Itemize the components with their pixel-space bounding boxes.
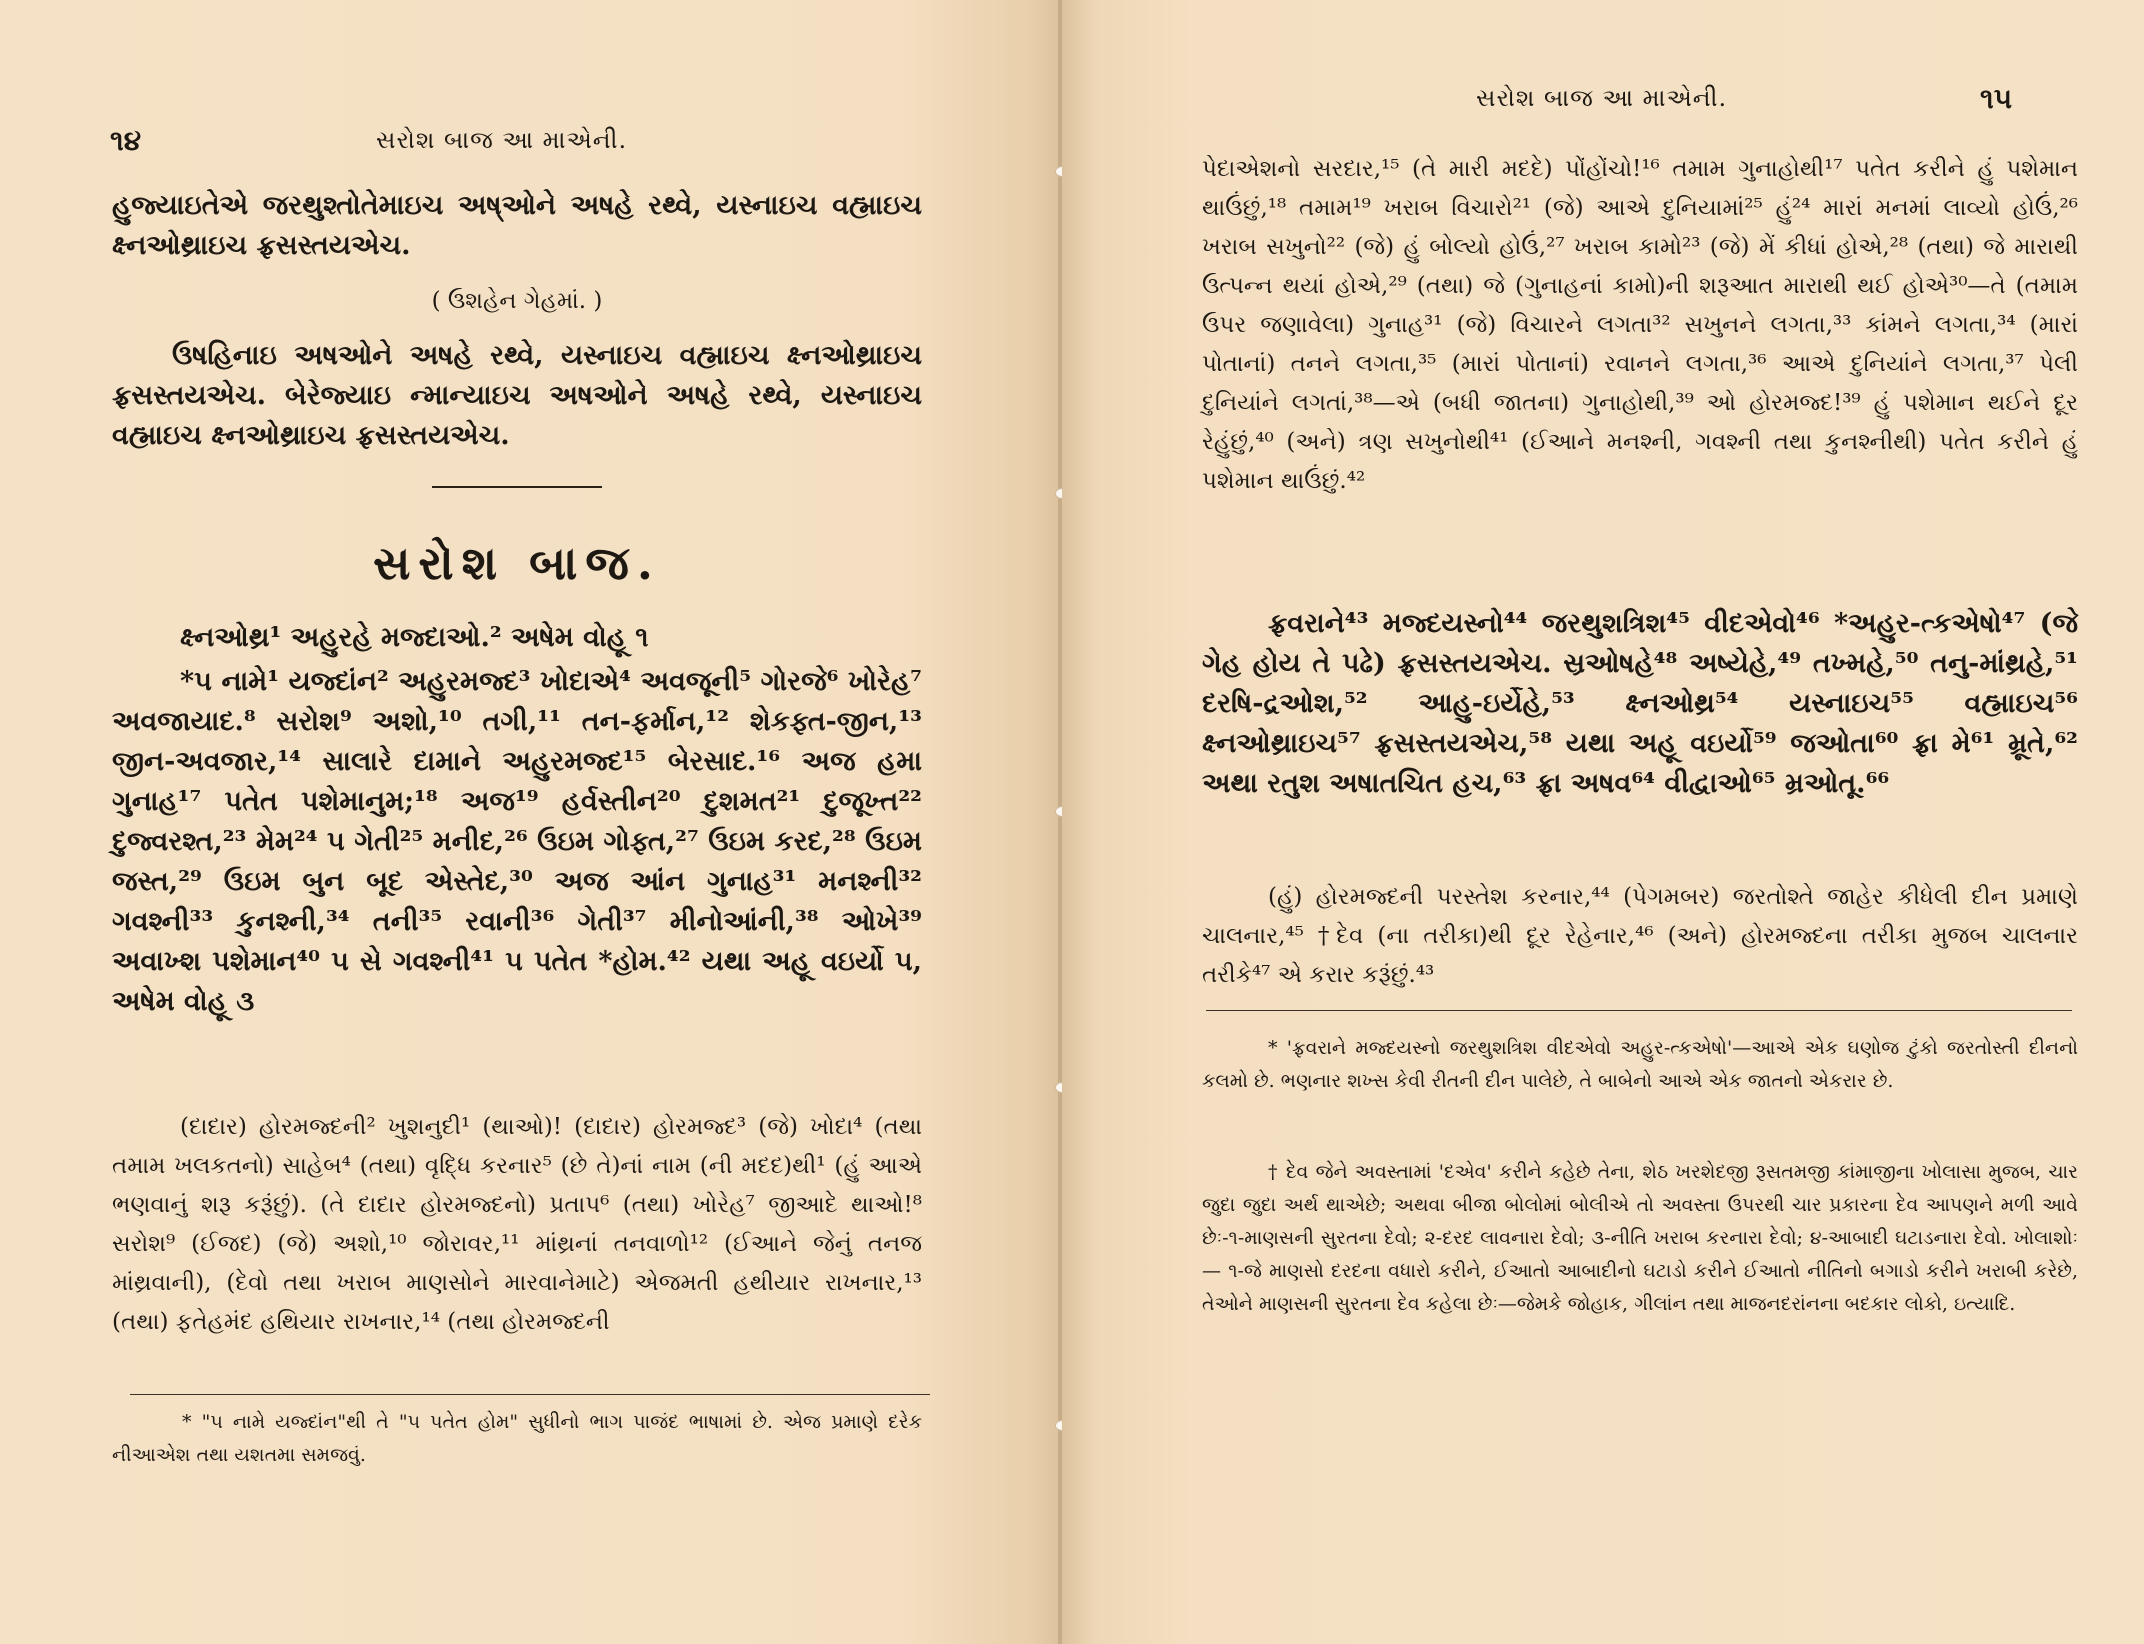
- footnote: * 'ફ્રવરાને મજ્દયસ્નો જરથુશત્રિશ વીદએવો અહુર-ત્કએષો'—આએ એક ઘણોજ ટુંકો જરતોસ્તી દીનનો કલમો છે. ભણનાર શખ્સ કેવી રીતની દીન પાલેછે, તે બાબેનો આએ એક જાતનો એકરાર છે.: [1202, 1037, 2078, 1092]
- section-title: સરોશ બાજ.: [373, 536, 661, 590]
- footnote: * "૫ નામે યજ્દાંન"થી તે "૫ પતેત હોમ" સુધીનો ભાગ પાજંદ ભાષામાં છે. એજ પ્રમાણે દરેક નીઆએશ તથા યશતમા સમજવું.: [112, 1411, 922, 1466]
- gujarati-translation: પેદાએશનો સરદાર,¹⁵ (તે મારી મદદે) પોંહોંચો!¹⁶ તમામ ગુનાહોથી¹⁷ પતેત કરીને હું પશેમાન થાઉંછું,¹⁸ તમામ¹⁹ ખરાબ વિચારો²¹ (જે) આએ દુનિયામાં²⁵ હું²⁴ મારાં મનમાં લાવ્યો હોઉં,²⁶ ખરાબ સખુનો²² (જે) હું બોલ્યો હોઉં,²⁷ ખરાબ કામો²³ (જે) મેં કીધાં હોએ,²⁸ (તથા) જે મારાથી ઉત્પન્ન થયાં હોએ,²⁹ (તથા) જે (ગુનાહનાં કામો)ની શરૂઆત મારાથી થઈ હોએ³⁰—તે (તમામ ઉપર જણાવેલા) ગુનાહ³¹ (જે) વિચારને લગતા³² સખુનને લગતા,³³ કાંમને લગતા,³⁴ (મારાં પોતાનાં) તનને લગતા,³⁵ (મારાં પોતાનાં) રવાનને લગતા,³⁶ આએ દુનિયાંને લગતા,³⁷ પેલી દુનિયાંને લગતાં,³⁸—એ (બધી જાતના) ગુનાહોથી,³⁹ ઓ હોરમજ્દ!³⁹ હું પશેમાન થઈને દૂર રેહુંછું,⁴⁰ (અને) ત્રણ સખુનોથી⁴¹ (ઈઆને મનશ્ની, ગવશ્ની તથા કુનશ્નીથી) પતેત કરીને હું પશેમાન થાઉંછું.⁴²: [1202, 156, 2078, 494]
- footnote: † દેવ જેને અવસ્તામાં 'દએવ' કરીને કહેછે તેના, શેઠ ખરશેદજી રૂસતમજી કાંમાજીના ખોલાસા મુજબ, ચાર જુદા જુદા અર્થ થાએછે; અથવા બીજા બોલોમાં બોલીએ તો અવસ્તા ઉપરથી ચાર પ્રકારના દેવ આપણને મળી આવે છેઃ-૧-માણસની સુરતના દેવો; ૨-દરદ લાવનારા દેવો; ૩-નીતિ ખરાબ કરનારા દેવો; ૪-આબાદી ઘટાડનારા દેવો. ખોલાશોઃ— ૧-જે માણસો દરદના વધારો કરીને, ઈઆતો આબાદીનો ઘટાડો કરીને ઈઆતો નીતિનો બગાડો કરીને ખરાબી કરેછે, તેઓને માણસની સુરતના દેવ કહેલા છેઃ—જેમકે જોહાક, ગીલાંન તથા માજનદરાંનના બદકાર લોકો, ઇત્યાદિ.: [1202, 1161, 2078, 1315]
- section-divider: [432, 486, 602, 488]
- left-page: [0, 0, 1060, 1644]
- page-number: ૧૪: [110, 124, 142, 157]
- footnote-divider: [130, 1394, 930, 1395]
- ashem-line: ક્ષ્નઓથ્ર¹ અહુરહે મજ્દાઓ.² અષેમ વોહૂ ૧: [180, 622, 649, 653]
- footnote-divider: [1206, 1010, 2072, 1011]
- gah-heading: ( ઉશહેન ગેહમાં. ): [431, 288, 603, 314]
- avesta-paragraph: ફ્રવરાને⁴³ મજ્દયસ્નો⁴⁴ જરથુશત્રિશ⁴⁵ વીદએવો⁴⁶ *અહુર-ત્કએષો⁴⁷ (જે ગેહ હોય તે પઢે) ફ્રસસ્તયએચ. સ્રઓષહે⁴⁸ અષ્યેહે,⁴⁹ તખ્મહે,⁵⁰ તનુ-માંથ્રહે,⁵¹ દરષિ-દ્રઓશ,⁵² આહુ-ઇર્યેહે,⁵³ ક્ષ્નઓથ્ર⁵⁴ યસ્નાઇચ⁵⁵ વહ્માઇચ⁵⁶ ક્ષ્નઓથ્રાઇચ⁵⁷ ફ્રસસ્તયએચ,⁵⁸ યથા અહૂ વઇર્યો⁵⁹ જઓતા⁶⁰ ફ્રા મે⁶¹ મ્રૂતે,⁶² અથા રતુશ અષાતચિત હચ,⁶³ ફ્રા અષવ⁶⁴ વીદ્વાઓ⁶⁵ મ્રઓતૂ.⁶⁶: [1202, 608, 2078, 799]
- running-head: સરોશ બાજ આ માએની.: [1476, 84, 1728, 112]
- right-page: [1062, 0, 2144, 1644]
- running-head: સરોશ બાજ આ માએની.: [376, 126, 628, 154]
- gujarati-translation: (દાદાર) હોરમજ્દની² ખુશનુદી¹ (થાઓ)! (દાદાર) હોરમજ્દ³ (જે) ખોદા⁴ (તથા તમામ ખલકતનો) સાહેબ⁴ (તથા) વૃદ્ધિ કરનાર⁵ (છે તે)નાં નામ (ની મદદ)થી¹ (હું આએ ભણવાનું શરૂ કરૂંછું). (તે દાદાર હોરમજ્દનો) પ્રતાપ⁶ (તથા) ખોરેહ⁷ જીઆદે થાઓ!⁸ સરોશ⁹ (ઈજદ) (જે) અશો,¹⁰ જોરાવર,¹¹ માંથ્રનાં તનવાળો¹² (ઈઆને જેનું તનજ માંથ્રવાની), (દેવો તથા ખરાબ માણસોને મારવાનેમાટે) એજમતી હથીયાર રાખનાર,¹³ (તથા) ફતેહમંદ હથિયાર રાખનાર,¹⁴ (તથા હોરમજ્દની: [112, 1114, 922, 1335]
- gujarati-translation: (હું) હોરમજ્દની પરસ્તેશ કરનાર,⁴⁴ (પેગમબર) જરતોશ્તે જાહેર કીધેલી દીન પ્રમાણે ચાલનાર,⁴⁵ †દેવ (ના તરીકા)થી દૂર રેહેનાર,⁴⁶ (અને) હોરમજ્દના તરીકા મુજબ ચાલનાર તરીકે⁴⁷ એ કરાર કરૂંછું.⁴³: [1202, 884, 2078, 988]
- pazand-text: *૫ નામે¹ યજ્દાંન² અહુરમજ્દ³ ખોદાએ⁴ અવજૂની⁵ ગોરજે⁶ ખોરેહ⁷ અવજાયાદ.⁸ સરોશ⁹ અશો,¹⁰ તગી,¹¹ તન-ફર્માન,¹² શેકફ્ત-જીન,¹³ જીન-અવજાર,¹⁴ સાલારે દામાને અહુરમજ્દ¹⁵ બેરસાદ.¹⁶ અજ હમા ગુનાહ¹⁷ પતેત પશેમાનુમ;¹⁸ અજ¹⁹ હર્વસ્તીન²⁰ દુશમત²¹ દુજૂખ્ત²² દુજ્વરશ્ત,²³ મેમ²⁴ ૫ ગેતી²⁵ મનીદ,²⁶ ઉઇમ ગોફ્ત,²⁷ ઉઇમ કરદ,²⁸ ઉઇમ જસ્ત,²⁹ ઉઇમ બુન બૂદ એસ્તેદ,³⁰ અજ આંન ગુનાહ³¹ મનશ્ની³² ગવશ્ની³³ કુનશ્ની,³⁴ તની³⁵ રવાની³⁶ ગેતી³⁷ મીનોઆંની,³⁸ ઓખે³⁹ અવાખ્શ પશેમાન⁴⁰ ૫ સે ગવશ્ની⁴¹ ૫ પતેત *હોમ.⁴² યથા અહૂ વઇર્યો ૫, અષેમ વોહૂ ૩: [112, 666, 922, 1017]
- avesta-paragraph: હુજ્યાઇતેએ જરથુશ્તોતેમાઇચ અષ્ઓને અષહે રથ્વે, યસ્નાઇચ વહ્માઇચ ક્ષ્નઓથ્રાઇચ ફ્રસસ્તયએચ.: [112, 190, 922, 261]
- avesta-paragraph: ઉષહિનાઇ અષઓને અષહે રથ્વે, યસ્નાઇચ વહ્માઇચ ક્ષ્નઓથ્રાઇચ ફ્રસસ્તયએચ. બેરેજ્યાઇ ન્માન્યાઇચ અષઓને અષહે રથ્વે, યસ્નાઇચ વહ્માઇચ ક્ષ્નઓથ્રાઇચ ફ્રસસ્તયએચ.: [112, 340, 922, 451]
- page-number: ૧૫: [1980, 82, 2013, 115]
